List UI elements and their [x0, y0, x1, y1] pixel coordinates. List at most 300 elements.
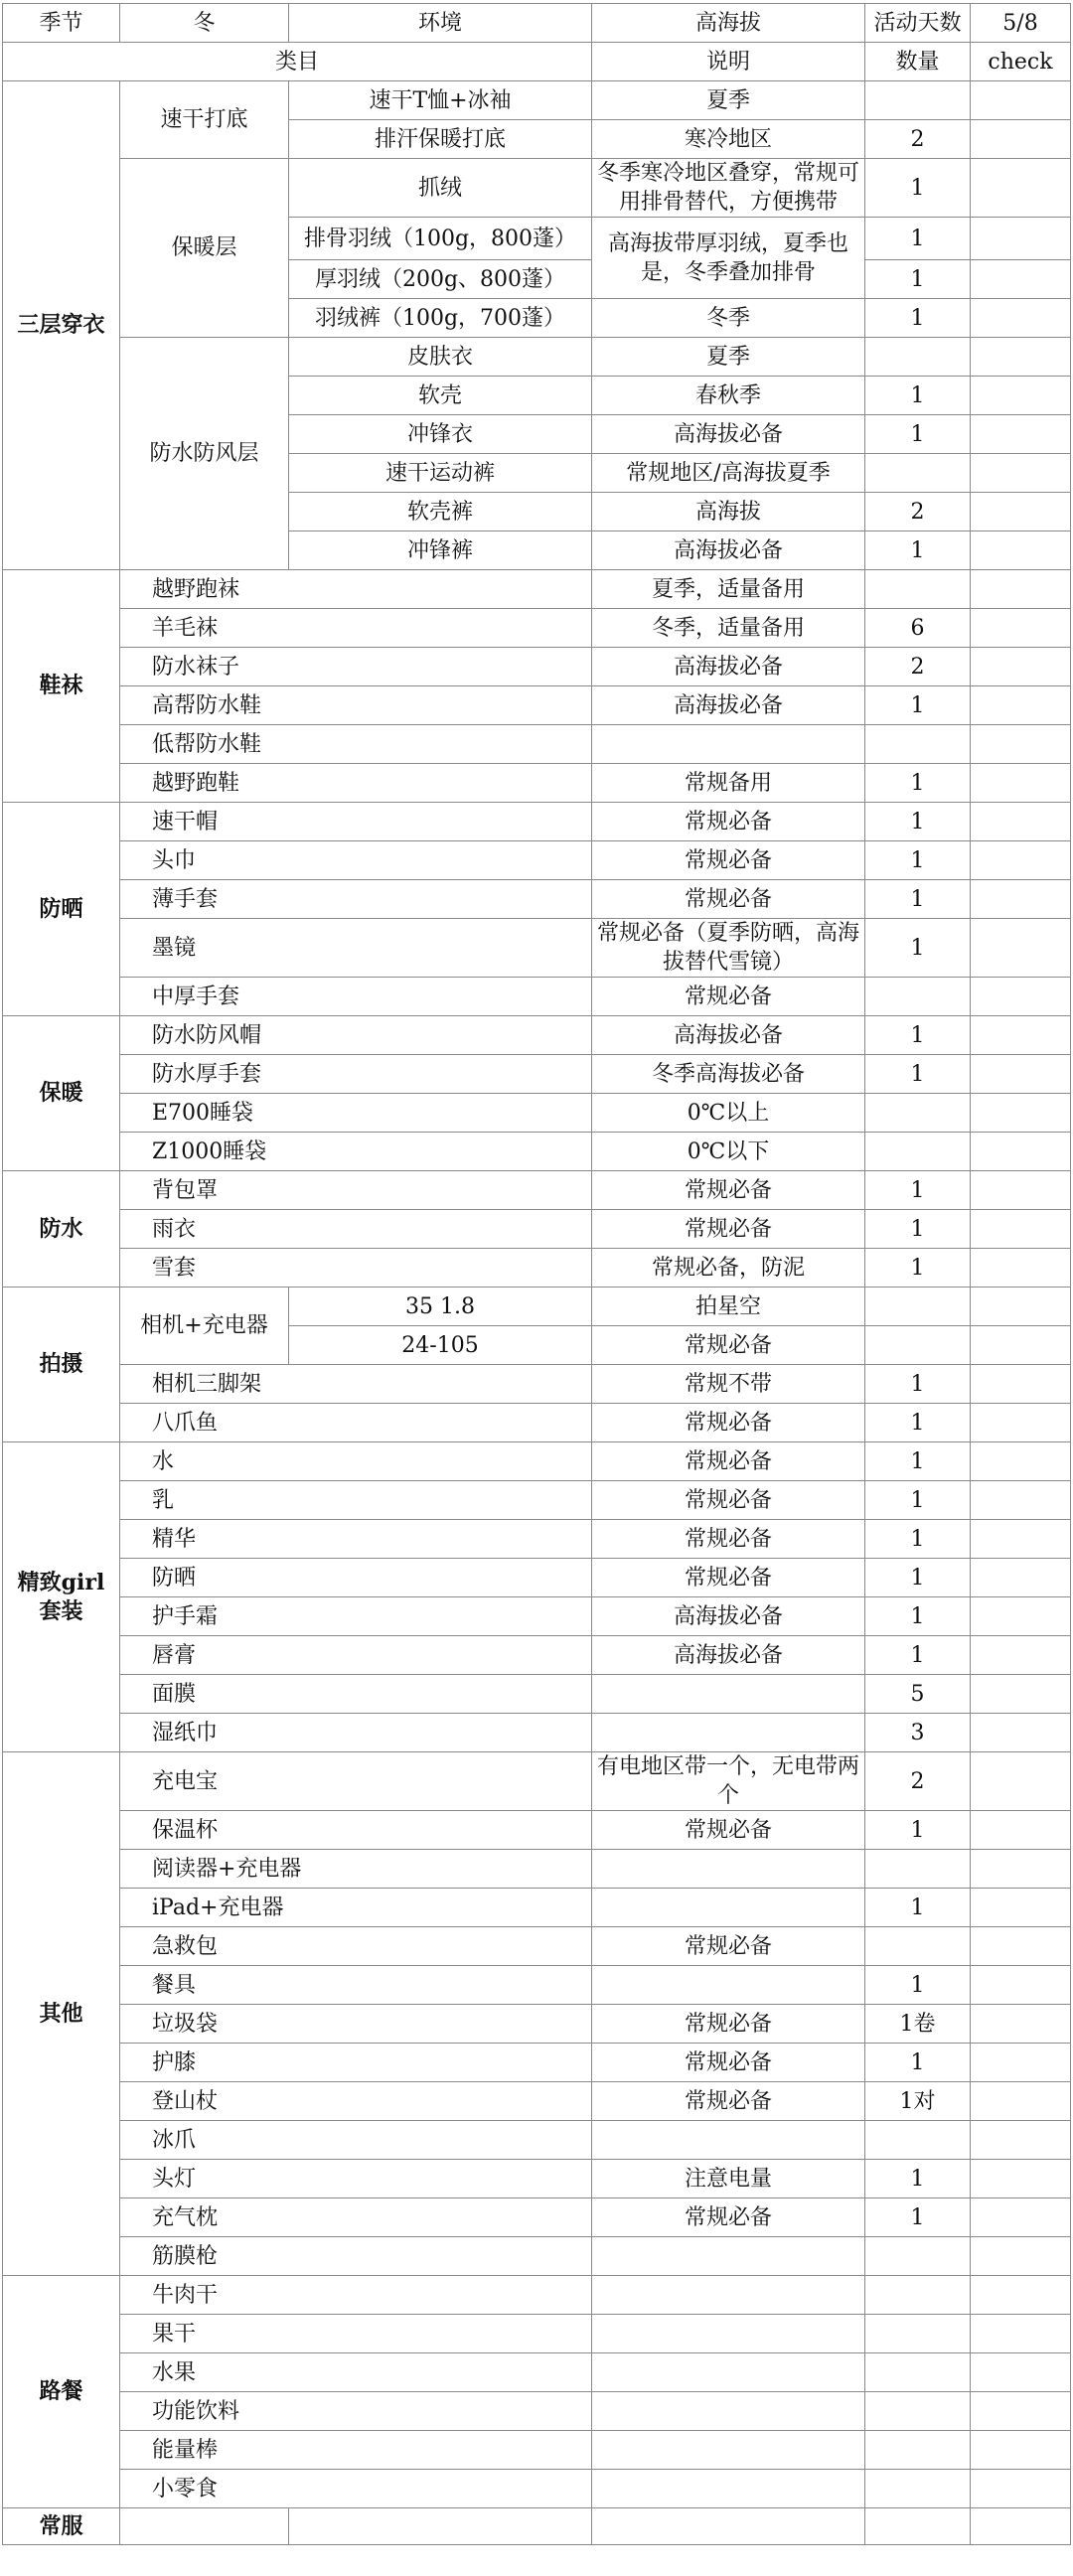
item-quantity[interactable]: 1 — [865, 260, 971, 299]
item-note: 寒冷地区 — [592, 120, 865, 159]
item-name: 头灯 — [120, 2160, 592, 2198]
item-note: 高海拔必备 — [592, 531, 865, 570]
section-label: 常服 — [3, 2508, 120, 2545]
item-note: 冬季，适量备用 — [592, 609, 865, 648]
item-note: 高海拔必备 — [592, 1016, 865, 1055]
item-name: 防晒 — [120, 1559, 592, 1597]
item-name: 餐具 — [120, 1966, 592, 2005]
item-note: 常规必备 — [592, 1927, 865, 1966]
item-check[interactable] — [971, 1055, 1071, 1094]
table-row — [3, 1404, 1071, 1442]
item-name: 冰爪 — [120, 2121, 592, 2160]
table-row — [3, 2431, 1071, 2470]
item-name: 急救包 — [120, 1927, 592, 1966]
item-check[interactable] — [971, 1559, 1071, 1597]
item-name: 唇膏 — [120, 1636, 592, 1675]
item-quantity[interactable]: 1 — [865, 2198, 971, 2237]
item-quantity[interactable]: 1 — [865, 1966, 971, 2005]
item-quantity[interactable]: 5 — [865, 1675, 971, 1714]
item-name: iPad+充电器 — [120, 1889, 592, 1927]
item-note: 常规必备 — [592, 978, 865, 1016]
item-check[interactable] — [971, 2160, 1071, 2198]
item-name: 雪套 — [120, 1249, 592, 1288]
item-name: 精华 — [120, 1520, 592, 1559]
item-quantity[interactable]: 1 — [865, 686, 971, 725]
item-check[interactable] — [971, 880, 1071, 919]
table-row — [3, 1636, 1071, 1675]
table-row — [3, 978, 1071, 1016]
item-name: 功能饮料 — [120, 2392, 592, 2431]
item-check[interactable] — [971, 609, 1071, 648]
item-note: 常规必备 — [592, 2044, 865, 2082]
item-quantity[interactable]: 1 — [865, 764, 971, 803]
item-check[interactable] — [971, 841, 1071, 880]
item-quantity[interactable]: 1 — [865, 1889, 971, 1927]
item-name: 头巾 — [120, 841, 592, 880]
item-quantity[interactable]: 1 — [865, 159, 971, 218]
item-spec — [289, 2508, 592, 2545]
item-check[interactable] — [971, 159, 1071, 218]
item-note: 夏季 — [592, 81, 865, 120]
item-name: 速干T恤+冰袖 — [289, 81, 592, 120]
table-row — [3, 1889, 1071, 1927]
item-check[interactable] — [971, 1811, 1071, 1850]
item-name: 垃圾袋 — [120, 2005, 592, 2044]
item-check[interactable] — [971, 260, 1071, 299]
item-note: 高海拔必备 — [592, 415, 865, 454]
item-check[interactable] — [971, 1365, 1071, 1404]
table-row — [3, 2508, 1071, 2545]
table-row — [3, 81, 1071, 120]
item-note: 高海拔必备 — [592, 1597, 865, 1636]
item-name: 防水厚手套 — [120, 1055, 592, 1094]
table-row — [3, 1210, 1071, 1249]
item-name: 羽绒裤（100g，700蓬） — [289, 299, 592, 338]
item-check[interactable] — [971, 764, 1071, 803]
item-note: 常规必备 — [592, 1442, 865, 1481]
item-check[interactable] — [971, 1752, 1071, 1811]
item-check[interactable] — [971, 1966, 1071, 2005]
item-check[interactable] — [971, 2431, 1071, 2470]
item-name: 抓绒 — [289, 159, 592, 218]
table-row — [3, 2121, 1071, 2160]
item-quantity[interactable]: 1 — [865, 1520, 971, 1559]
table-row — [3, 1966, 1071, 2005]
season-value[interactable]: 冬 — [120, 4, 289, 43]
section-label: 精致girl套装 — [3, 1442, 120, 1752]
item-note: 夏季，适量备用 — [592, 570, 865, 609]
item-name: 登山杖 — [120, 2082, 592, 2121]
item-name: 护手霜 — [120, 1597, 592, 1636]
item-name: 防水防风帽 — [120, 1016, 592, 1055]
item-quantity[interactable]: 1 — [865, 218, 971, 260]
item-check[interactable] — [971, 1597, 1071, 1636]
table-row — [3, 2237, 1071, 2276]
item-note — [592, 2508, 865, 2545]
item-check[interactable] — [971, 686, 1071, 725]
table-row — [3, 2276, 1071, 2315]
item-check[interactable] — [971, 493, 1071, 531]
item-check[interactable] — [971, 648, 1071, 686]
table-row — [3, 1442, 1071, 1481]
item-check[interactable] — [971, 1133, 1071, 1171]
item-quantity[interactable]: 1 — [865, 919, 971, 978]
item-quantity[interactable]: 1 — [865, 1559, 971, 1597]
item-name: 护膝 — [120, 2044, 592, 2082]
item-check[interactable] — [971, 2005, 1071, 2044]
item-check[interactable] — [971, 377, 1071, 415]
item-quantity[interactable]: 1 — [865, 1442, 971, 1481]
item-quantity[interactable]: 1 — [865, 531, 971, 570]
item-quantity[interactable]: 1 — [865, 2160, 971, 2198]
item-check[interactable] — [971, 2276, 1071, 2315]
item-name: 八爪鱼 — [120, 1404, 592, 1442]
item-check[interactable] — [971, 1171, 1071, 1210]
item-name: 软壳裤 — [289, 493, 592, 531]
item-note — [592, 2276, 865, 2315]
item-check[interactable] — [971, 1675, 1071, 1714]
table-row — [3, 609, 1071, 648]
item-name: 小零食 — [120, 2470, 592, 2508]
item-check[interactable] — [971, 2044, 1071, 2082]
item-check[interactable] — [971, 454, 1071, 493]
table-row — [3, 1520, 1071, 1559]
item-note: 常规必备 — [592, 2198, 865, 2237]
item-quantity[interactable] — [865, 338, 971, 377]
table-row — [3, 1850, 1071, 1889]
item-note — [592, 2353, 865, 2392]
table-row — [3, 686, 1071, 725]
item-name: 防水袜子 — [120, 648, 592, 686]
item-quantity[interactable] — [865, 2353, 971, 2392]
table-row — [3, 919, 1071, 978]
item-name: 皮肤衣 — [289, 338, 592, 377]
table-row — [3, 1133, 1071, 1171]
item-quantity[interactable]: 3 — [865, 1714, 971, 1752]
item-note — [592, 1889, 865, 1927]
item-name: 越野跑袜 — [120, 570, 592, 609]
table-body — [3, 4, 1071, 2545]
table-row — [3, 2392, 1071, 2431]
item-check[interactable] — [971, 2508, 1071, 2545]
table-row — [3, 880, 1071, 919]
item-quantity[interactable] — [865, 2315, 971, 2353]
item-name: 雨衣 — [120, 1210, 592, 1249]
item-quantity[interactable]: 1 — [865, 1016, 971, 1055]
table-row — [3, 1016, 1071, 1055]
item-check[interactable] — [971, 1927, 1071, 1966]
item-check[interactable] — [971, 2392, 1071, 2431]
item-check[interactable] — [971, 1249, 1071, 1288]
item-note — [592, 2431, 865, 2470]
item-check[interactable] — [971, 570, 1071, 609]
group-label: 防水防风层 — [120, 338, 289, 570]
table-row — [3, 159, 1071, 218]
item-quantity[interactable]: 1 — [865, 1055, 971, 1094]
item-quantity[interactable]: 2 — [865, 120, 971, 159]
item-note: 高海拔带厚羽绒，夏季也是，冬季叠加排骨 — [592, 218, 865, 299]
item-quantity[interactable] — [865, 2237, 971, 2276]
item-quantity[interactable] — [865, 81, 971, 120]
item-note: 常规必备 — [592, 1811, 865, 1850]
item-note — [592, 2392, 865, 2431]
item-name: 背包罩 — [120, 1171, 592, 1210]
item-check[interactable] — [971, 1288, 1071, 1326]
item-check[interactable] — [971, 531, 1071, 570]
item-name: 水果 — [120, 2353, 592, 2392]
item-check[interactable] — [971, 2315, 1071, 2353]
item-check[interactable] — [971, 2237, 1071, 2276]
item-note: 0℃以下 — [592, 1133, 865, 1171]
table-row — [3, 1481, 1071, 1520]
table-row — [3, 1811, 1071, 1850]
section-label: 路餐 — [3, 2276, 120, 2508]
item-check[interactable] — [971, 1326, 1071, 1365]
table-row — [3, 338, 1071, 377]
item-spec: 35 1.8 — [289, 1288, 592, 1326]
table-row — [3, 2198, 1071, 2237]
item-name: 湿纸巾 — [120, 1714, 592, 1752]
item-quantity[interactable]: 1卷 — [865, 2005, 971, 2044]
item-check[interactable] — [971, 919, 1071, 978]
item-quantity[interactable] — [865, 570, 971, 609]
item-quantity[interactable] — [865, 2276, 971, 2315]
item-quantity[interactable]: 1 — [865, 2044, 971, 2082]
item-check[interactable] — [971, 1714, 1071, 1752]
item-quantity[interactable] — [865, 2121, 971, 2160]
item-quantity[interactable] — [865, 2431, 971, 2470]
item-note: 拍星空 — [592, 1288, 865, 1326]
item-name: 厚羽绒（200g、800蓬） — [289, 260, 592, 299]
table-row — [3, 1288, 1071, 1326]
section-label: 防晒 — [3, 803, 120, 1016]
item-note: 常规不带 — [592, 1365, 865, 1404]
item-check[interactable] — [971, 1210, 1071, 1249]
table-row — [3, 2470, 1071, 2508]
item-check[interactable] — [971, 1016, 1071, 1055]
table-row — [3, 2353, 1071, 2392]
item-quantity[interactable]: 1 — [865, 803, 971, 841]
quantity-column-header: 数量 — [865, 43, 971, 81]
item-quantity[interactable]: 1 — [865, 1404, 971, 1442]
item-quantity[interactable]: 1 — [865, 1365, 971, 1404]
section-label: 鞋袜 — [3, 570, 120, 803]
table-row — [3, 1752, 1071, 1811]
item-quantity[interactable] — [865, 2508, 971, 2545]
item-check[interactable] — [971, 1850, 1071, 1889]
item-check[interactable] — [971, 1442, 1071, 1481]
days-label: 活动天数 — [865, 4, 971, 43]
item-check[interactable] — [971, 2198, 1071, 2237]
item-quantity[interactable] — [865, 2392, 971, 2431]
table-row — [3, 1094, 1071, 1133]
item-name: 能量棒 — [120, 2431, 592, 2470]
item-name: 速干运动裤 — [289, 454, 592, 493]
item-note: 常规必备 — [592, 1171, 865, 1210]
item-note: 冬季寒冷地区叠穿，常规可用排骨替代，方便携带 — [592, 159, 865, 218]
item-check[interactable] — [971, 2470, 1071, 2508]
item-quantity[interactable]: 1 — [865, 1171, 971, 1210]
item-name: 薄手套 — [120, 880, 592, 919]
item-check[interactable] — [971, 1520, 1071, 1559]
item-note — [592, 1966, 865, 2005]
item-name: 排汗保暖打底 — [289, 120, 592, 159]
item-check[interactable] — [971, 1889, 1071, 1927]
item-check[interactable] — [971, 1094, 1071, 1133]
item-quantity[interactable] — [865, 1288, 971, 1326]
table-row — [3, 764, 1071, 803]
item-quantity[interactable]: 1 — [865, 1597, 971, 1636]
section-label: 防水 — [3, 1171, 120, 1288]
item-check[interactable] — [971, 81, 1071, 120]
item-note: 高海拔 — [592, 493, 865, 531]
item-name — [120, 2508, 289, 2545]
item-check[interactable] — [971, 2121, 1071, 2160]
item-note: 常规必备 — [592, 841, 865, 880]
item-quantity[interactable]: 1 — [865, 1811, 971, 1850]
days-value[interactable]: 5/8 — [971, 4, 1071, 43]
environment-value[interactable]: 高海拔 — [592, 4, 865, 43]
item-check[interactable] — [971, 1636, 1071, 1675]
item-quantity[interactable]: 1 — [865, 415, 971, 454]
item-quantity[interactable]: 1 — [865, 1249, 971, 1288]
environment-label: 环境 — [289, 4, 592, 43]
group-label: 保暖层 — [120, 159, 289, 338]
item-quantity[interactable]: 2 — [865, 1752, 971, 1811]
item-quantity[interactable]: 1 — [865, 299, 971, 338]
packing-checklist-table — [2, 3, 1071, 2545]
item-note: 有电地区带一个，无电带两个 — [592, 1752, 865, 1811]
item-quantity[interactable]: 1 — [865, 1481, 971, 1520]
table-row — [3, 725, 1071, 764]
item-name: 冲锋裤 — [289, 531, 592, 570]
item-check[interactable] — [971, 725, 1071, 764]
item-quantity[interactable]: 1 — [865, 377, 971, 415]
table-row — [3, 1055, 1071, 1094]
item-name: 牛肉干 — [120, 2276, 592, 2315]
item-name: 中厚手套 — [120, 978, 592, 1016]
item-name: 果干 — [120, 2315, 592, 2353]
item-quantity[interactable]: 1对 — [865, 2082, 971, 2121]
item-quantity[interactable] — [865, 454, 971, 493]
item-note: 常规必备 — [592, 803, 865, 841]
item-note — [592, 2315, 865, 2353]
table-row — [3, 2160, 1071, 2198]
item-spec: 24-105 — [289, 1326, 592, 1365]
table-row — [3, 2315, 1071, 2353]
group-label: 速干打底 — [120, 81, 289, 159]
item-quantity[interactable]: 1 — [865, 1210, 971, 1249]
header-row — [3, 4, 1071, 43]
item-quantity[interactable]: 2 — [865, 648, 971, 686]
item-name: 越野跑鞋 — [120, 764, 592, 803]
item-check[interactable] — [971, 978, 1071, 1016]
item-check[interactable] — [971, 415, 1071, 454]
section-label: 三层穿衣 — [3, 81, 120, 570]
item-note: 0℃以上 — [592, 1094, 865, 1133]
section-label: 拍摄 — [3, 1288, 120, 1442]
section-label: 保暖 — [3, 1016, 120, 1171]
item-quantity[interactable] — [865, 1850, 971, 1889]
table-row — [3, 2082, 1071, 2121]
item-note: 注意电量 — [592, 2160, 865, 2198]
table-row — [3, 1597, 1071, 1636]
item-name: 低帮防水鞋 — [120, 725, 592, 764]
item-note: 常规必备 — [592, 2082, 865, 2121]
item-note: 常规必备 — [592, 880, 865, 919]
item-name: 筋膜枪 — [120, 2237, 592, 2276]
table-row — [3, 2044, 1071, 2082]
item-quantity[interactable]: 1 — [865, 841, 971, 880]
table-row — [3, 1171, 1071, 1210]
table-row — [3, 1365, 1071, 1404]
item-check[interactable] — [971, 338, 1071, 377]
item-quantity[interactable] — [865, 1094, 971, 1133]
item-check[interactable] — [971, 1404, 1071, 1442]
item-quantity[interactable] — [865, 1927, 971, 1966]
column-header-row — [3, 43, 1071, 81]
table-row — [3, 1714, 1071, 1752]
item-check[interactable] — [971, 803, 1071, 841]
item-note: 冬季 — [592, 299, 865, 338]
item-check[interactable] — [971, 2082, 1071, 2121]
item-check[interactable] — [971, 218, 1071, 260]
item-name: 充气枕 — [120, 2198, 592, 2237]
item-name: 充电宝 — [120, 1752, 592, 1811]
item-name: 冲锋衣 — [289, 415, 592, 454]
item-note: 常规必备 — [592, 1326, 865, 1365]
item-note: 高海拔必备 — [592, 1636, 865, 1675]
item-quantity[interactable] — [865, 1326, 971, 1365]
table-row — [3, 841, 1071, 880]
item-name: 水 — [120, 1442, 592, 1481]
item-quantity[interactable] — [865, 2470, 971, 2508]
item-check[interactable] — [971, 120, 1071, 159]
item-check[interactable] — [971, 1481, 1071, 1520]
item-quantity[interactable] — [865, 725, 971, 764]
check-column-header: check — [971, 43, 1071, 81]
item-note: 冬季高海拔必备 — [592, 1055, 865, 1094]
item-note: 常规备用 — [592, 764, 865, 803]
item-quantity[interactable]: 6 — [865, 609, 971, 648]
item-name: 乳 — [120, 1481, 592, 1520]
item-note: 常规必备 — [592, 1404, 865, 1442]
item-quantity[interactable]: 1 — [865, 1636, 971, 1675]
item-note — [592, 2237, 865, 2276]
item-check[interactable] — [971, 2353, 1071, 2392]
table-row — [3, 570, 1071, 609]
item-quantity[interactable]: 2 — [865, 493, 971, 531]
item-name: 墨镜 — [120, 919, 592, 978]
table-row — [3, 803, 1071, 841]
item-note: 常规必备（夏季防晒，高海拔替代雪镜） — [592, 919, 865, 978]
item-note — [592, 2121, 865, 2160]
item-note: 常规必备 — [592, 1520, 865, 1559]
item-name: 相机+充电器 — [120, 1288, 289, 1365]
item-note: 常规地区/高海拔夏季 — [592, 454, 865, 493]
item-note: 春秋季 — [592, 377, 865, 415]
table-row — [3, 1249, 1071, 1288]
item-name: 速干帽 — [120, 803, 592, 841]
item-name: 阅读器+充电器 — [120, 1850, 592, 1889]
item-name: 羊毛袜 — [120, 609, 592, 648]
item-note — [592, 1850, 865, 1889]
section-label: 其他 — [3, 1752, 120, 2276]
item-quantity[interactable]: 1 — [865, 880, 971, 919]
item-quantity[interactable] — [865, 978, 971, 1016]
item-check[interactable] — [971, 299, 1071, 338]
item-quantity[interactable] — [865, 1133, 971, 1171]
